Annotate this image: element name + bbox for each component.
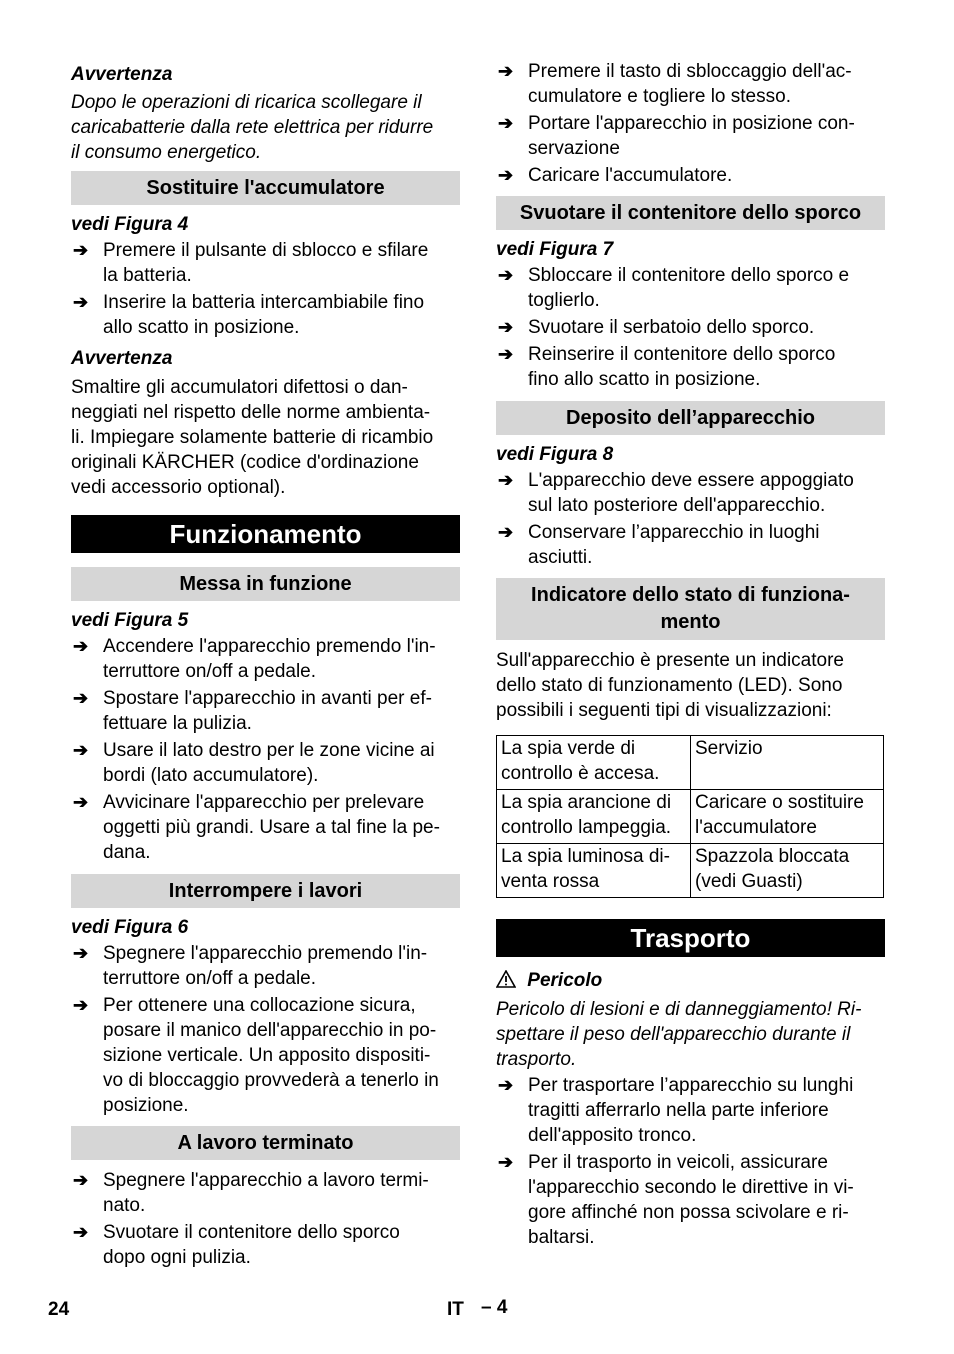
status-table bbox=[496, 735, 884, 898]
text-line: caricabatterie dalla rete elettrica per ridurre bbox=[71, 117, 434, 138]
list-item-text bbox=[528, 1073, 888, 1148]
chapter-title-funzionamento: Funzionamento bbox=[71, 515, 460, 553]
text-line: Conservare l’apparecchio in luoghi bbox=[528, 522, 820, 543]
chapter-title-trasporto: Trasporto bbox=[496, 919, 885, 957]
text-line: vo di bloccaggio provvederà a tenerlo in bbox=[103, 1070, 439, 1091]
text-line: venta rossa bbox=[501, 871, 600, 892]
text-line: dello stato di funzionamento (LED). Sono bbox=[496, 675, 843, 696]
arrow-right-icon: ➔ bbox=[498, 522, 514, 542]
arrow-right-icon: ➔ bbox=[498, 61, 514, 81]
text-line: baltarsi. bbox=[528, 1227, 595, 1248]
section-heading-line: Indicatore dello stato di funziona- bbox=[531, 584, 850, 606]
list-item-text bbox=[103, 238, 463, 288]
text-line: posare il manico dell'apparecchio in po- bbox=[103, 1020, 437, 1041]
text-line: Sbloccare il contenitore dello sporco e bbox=[528, 265, 850, 286]
arrow-right-icon: ➔ bbox=[73, 995, 89, 1015]
figure-reference: vedi Figura 8 bbox=[496, 444, 614, 465]
list-item-text bbox=[103, 1220, 463, 1270]
text-line: terruttore on/off a pedale. bbox=[103, 968, 317, 989]
warning-text bbox=[496, 997, 885, 1072]
text-line: Reinserire il contenitore dello sporco bbox=[528, 344, 836, 365]
section-heading-lavoro: A lavoro terminato bbox=[71, 1126, 460, 1160]
arrow-right-icon: ➔ bbox=[73, 740, 89, 760]
list-item-text bbox=[103, 790, 463, 865]
section-heading-sostituire: Sostituire l'accumulatore bbox=[71, 171, 460, 205]
arrow-right-icon: ➔ bbox=[73, 1222, 89, 1242]
text-line: l'apparecchio secondo le direttive in vi- bbox=[528, 1177, 854, 1198]
section-heading-deposito: Deposito dell’apparecchio bbox=[496, 401, 885, 435]
text-line: (vedi Guasti) bbox=[695, 871, 803, 892]
note-text bbox=[71, 90, 460, 165]
text-line: Caricare l'accumulatore. bbox=[528, 165, 733, 186]
text-line: trasporto. bbox=[496, 1049, 577, 1070]
arrow-right-icon: ➔ bbox=[498, 470, 514, 490]
text-line: Spegnere l'apparecchio a lavoro termi- bbox=[103, 1170, 429, 1191]
page-number: 24 bbox=[48, 1299, 70, 1320]
arrow-right-icon: ➔ bbox=[73, 1170, 89, 1190]
arrow-right-icon: ➔ bbox=[498, 317, 514, 337]
text-line: la batteria. bbox=[103, 265, 192, 286]
list-item-text bbox=[528, 59, 888, 109]
list-item-text bbox=[528, 263, 888, 313]
text-line: Per ottenere una collocazione sicura, bbox=[103, 995, 416, 1016]
table-cell-indicator bbox=[497, 736, 691, 790]
note-text bbox=[71, 375, 460, 500]
arrow-right-icon: ➔ bbox=[73, 240, 89, 260]
text-line: L'apparecchio deve essere appoggiato bbox=[528, 470, 854, 491]
text-line: Premere il tasto di sbloccaggio dell'ac- bbox=[528, 61, 852, 82]
list-item-text bbox=[528, 111, 888, 161]
list-item-text bbox=[528, 520, 888, 570]
figure-reference: vedi Figura 7 bbox=[496, 239, 614, 260]
arrow-right-icon: ➔ bbox=[73, 792, 89, 812]
arrow-right-icon: ➔ bbox=[498, 1152, 514, 1172]
arrow-right-icon: ➔ bbox=[498, 265, 514, 285]
text-line: dell'apposito tronco. bbox=[528, 1125, 697, 1146]
text-line: La spia verde di bbox=[501, 738, 636, 759]
text-line: Caricare o sostituire bbox=[695, 792, 864, 813]
text-line: fino allo scatto in posizione. bbox=[528, 369, 761, 390]
text-line: sizione verticale. Un apposito dispositi- bbox=[103, 1045, 431, 1066]
text-line: Spazzola bloccata bbox=[695, 846, 850, 867]
section-heading-messa: Messa in funzione bbox=[71, 567, 460, 601]
text-line: sul lato posteriore dell'apparecchio. bbox=[528, 495, 826, 516]
list-item-text bbox=[528, 468, 888, 518]
note-heading: Avvertenza bbox=[71, 348, 173, 369]
list-item-text bbox=[528, 163, 888, 188]
list-item-text bbox=[103, 290, 463, 340]
text-line: controllo lampeggia. bbox=[501, 817, 672, 838]
list-item-text bbox=[103, 941, 463, 991]
sub-page-number: – 4 bbox=[481, 1297, 508, 1318]
list-item-text bbox=[528, 315, 888, 340]
section-heading-svuotare: Svuotare il contenitore dello sporco bbox=[496, 196, 885, 230]
arrow-right-icon: ➔ bbox=[73, 636, 89, 656]
table-cell-meaning bbox=[691, 790, 884, 844]
text-line: Pericolo di lesioni e di danneggiamento! Ri- bbox=[496, 999, 862, 1020]
text-line: oggetti più grandi. Usare a tal fine la pe- bbox=[103, 817, 440, 838]
language-code: IT bbox=[447, 1299, 464, 1320]
list-item-text bbox=[528, 1150, 888, 1250]
table-row bbox=[497, 790, 884, 844]
arrow-right-icon: ➔ bbox=[73, 292, 89, 312]
text-line: Portare l'apparecchio in posizione con- bbox=[528, 113, 855, 134]
list-item-text bbox=[103, 993, 463, 1118]
text-line: Per trasportare l’apparecchio su lunghi bbox=[528, 1075, 854, 1096]
text-line: spettare il peso dell'apparecchio durante il bbox=[496, 1024, 851, 1045]
text-line: Spegnere l'apparecchio premendo l'in- bbox=[103, 943, 428, 964]
text-line: servazione bbox=[528, 138, 620, 159]
text-line: originali KÄRCHER (codice d'ordinazione bbox=[71, 452, 419, 473]
warning-heading bbox=[496, 968, 602, 993]
text-line: allo scatto in posizione. bbox=[103, 317, 300, 338]
text-line: nato. bbox=[103, 1195, 146, 1216]
warning-heading-text: Pericolo bbox=[527, 970, 603, 991]
table-cell-indicator bbox=[497, 844, 691, 898]
list-item-text bbox=[103, 634, 463, 684]
text-line: neggiati nel rispetto delle norme ambienta- bbox=[71, 402, 431, 423]
text-line: vedi accessorio optional). bbox=[71, 477, 286, 498]
text-line: Dopo le operazioni di ricarica scollegare il bbox=[71, 92, 422, 113]
figure-reference: vedi Figura 5 bbox=[71, 610, 189, 631]
text-line: dana. bbox=[103, 842, 151, 863]
list-item-text bbox=[103, 738, 463, 788]
text-line: Servizio bbox=[695, 738, 763, 759]
text-line: gore affinché non possa scivolare e ri- bbox=[528, 1202, 849, 1223]
figure-reference: vedi Figura 4 bbox=[71, 214, 189, 235]
text-line: Inserire la batteria intercambiabile fino bbox=[103, 292, 425, 313]
section-heading-indicatore bbox=[496, 578, 885, 640]
text-line: l'accumulatore bbox=[695, 817, 817, 838]
arrow-right-icon: ➔ bbox=[498, 1075, 514, 1095]
warning-triangle-icon bbox=[496, 970, 516, 988]
list-item-text bbox=[103, 1168, 463, 1218]
text-line: La spia arancione di bbox=[501, 792, 672, 813]
text-line: Spostare l'apparecchio in avanti per ef- bbox=[103, 688, 432, 709]
text-line: Usare il lato destro per le zone vicine ai bbox=[103, 740, 435, 761]
text-line: controllo è accesa. bbox=[501, 763, 660, 784]
text-line: Sull'apparecchio è presente un indicatore bbox=[496, 650, 844, 671]
text-line: La spia luminosa di- bbox=[501, 846, 670, 867]
text-line: possibili i seguenti tipi di visualizzazioni: bbox=[496, 700, 832, 721]
arrow-right-icon: ➔ bbox=[498, 165, 514, 185]
arrow-right-icon: ➔ bbox=[73, 943, 89, 963]
text-line: il consumo energetico. bbox=[71, 142, 262, 163]
text-line: Svuotare il serbatoio dello sporco. bbox=[528, 317, 815, 338]
text-line: fettuare la pulizia. bbox=[103, 713, 252, 734]
text-line: asciutti. bbox=[528, 547, 593, 568]
section-heading-interrompere: Interrompere i lavori bbox=[71, 874, 460, 908]
list-item-text bbox=[103, 686, 463, 736]
text-line: bordi (lato accumulatore). bbox=[103, 765, 319, 786]
arrow-right-icon: ➔ bbox=[498, 344, 514, 364]
text-line: toglierlo. bbox=[528, 290, 600, 311]
text-line: Svuotare il contenitore dello sporco bbox=[103, 1222, 400, 1243]
table-cell-indicator bbox=[497, 790, 691, 844]
text-line: posizione. bbox=[103, 1095, 189, 1116]
text-line: tragitti afferrarlo nella parte inferiore bbox=[528, 1100, 829, 1121]
arrow-right-icon: ➔ bbox=[498, 113, 514, 133]
text-line: Smaltire gli accumulatori difettosi o dan- bbox=[71, 377, 408, 398]
table-row bbox=[497, 736, 884, 790]
indicator-intro bbox=[496, 648, 885, 723]
text-line: Premere il pulsante di sblocco e sfilare bbox=[103, 240, 429, 261]
text-line: Avvicinare l'apparecchio per prelevare bbox=[103, 792, 425, 813]
text-line: terruttore on/off a pedale. bbox=[103, 661, 317, 682]
section-heading-line: mento bbox=[660, 611, 721, 633]
text-line: li. Impiegare solamente batterie di ricambio bbox=[71, 427, 434, 448]
text-line: dopo ogni pulizia. bbox=[103, 1247, 251, 1268]
note-heading: Avvertenza bbox=[71, 64, 173, 85]
table-cell-meaning bbox=[691, 844, 884, 898]
text-line: Accendere l'apparecchio premendo l'in- bbox=[103, 636, 436, 657]
table-row bbox=[497, 844, 884, 898]
figure-reference: vedi Figura 6 bbox=[71, 917, 189, 938]
arrow-right-icon: ➔ bbox=[73, 688, 89, 708]
table-cell-meaning bbox=[691, 736, 884, 790]
text-line: cumulatore e togliere lo stesso. bbox=[528, 86, 791, 107]
list-item-text bbox=[528, 342, 888, 392]
text-line: Per il trasporto in veicoli, assicurare bbox=[528, 1152, 828, 1173]
